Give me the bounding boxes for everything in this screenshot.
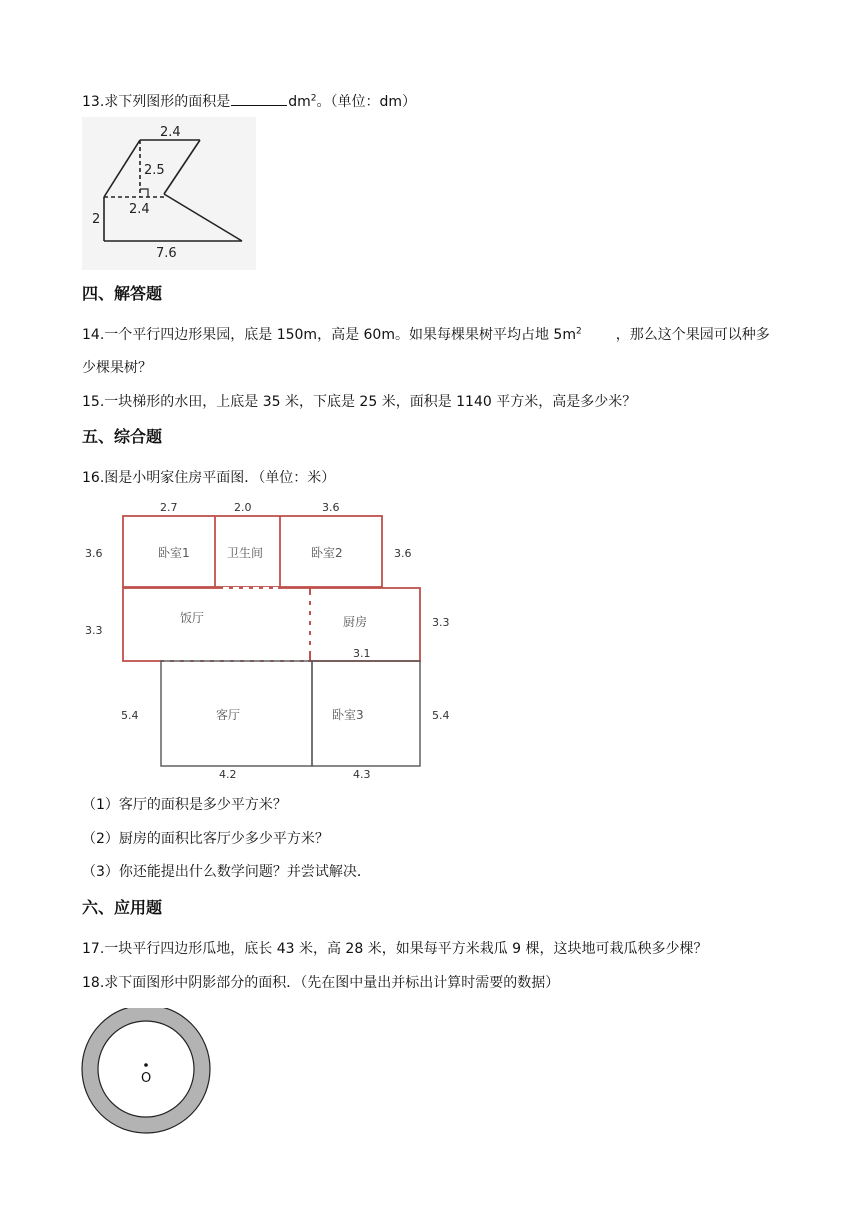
q14-text-a: 14.一个平行四边形果园，底是 150m，高是 60m。如果每棵果树平均占地 5m: [82, 327, 576, 343]
q13-label-top: 2.4: [160, 125, 181, 140]
question-17: 17.一块平行四边形瓜地，底长 43 米，高 28 米，如果每平方米栽瓜 9 棵，这块地可栽瓜秧多少棵？: [82, 941, 708, 957]
question-13: [82, 91, 416, 111]
room-dining: 饭厅: [180, 611, 205, 625]
q13-label-left: 2: [92, 212, 101, 227]
dim-bottom-1: 4.2: [219, 768, 237, 781]
floor-plan: [82, 495, 462, 785]
q13-label-bottom: 7.6: [156, 246, 177, 261]
dim-left-2: 3.3: [85, 624, 103, 637]
q13-prefix: 13.求下列图形的面积是: [82, 94, 231, 110]
answer-blank[interactable]: [231, 105, 287, 106]
room-bedroom-3: 卧室3: [332, 708, 364, 722]
dim-left-1: 3.6: [85, 547, 103, 560]
dim-right-1: 3.6: [394, 547, 412, 560]
q13-unit: dm: [288, 94, 311, 110]
section-6-heading: 六、应用题: [82, 898, 163, 917]
question-16-sub-3: （3）你还能提出什么数学问题？并尝试解决．: [82, 864, 371, 880]
section-5-heading: 五、综合题: [82, 427, 163, 446]
question-16-sub-2: （2）厨房的面积比客厅少多少平方米？: [82, 831, 329, 847]
dim-left-3: 5.4: [121, 709, 139, 722]
dim-bottom-2: 4.3: [353, 768, 371, 781]
q13-label-height: 2.5: [144, 163, 165, 178]
dim-kitchen-width: 3.1: [353, 647, 371, 660]
dim-right-3: 5.4: [432, 709, 450, 722]
room-kitchen: 厨房: [343, 615, 368, 629]
ring-figure: [78, 1008, 216, 1134]
dim-top-2: 2.0: [234, 501, 252, 514]
question-14-line-1: [82, 324, 770, 344]
section-4-heading: 四、解答题: [82, 284, 163, 303]
q13-figure: [82, 117, 256, 270]
question-15: 15.一块梯形的水田，上底是 35 米，下底是 25 米，面积是 1140 平方米，高是多少米？: [82, 394, 637, 410]
room-bathroom: 卫生间: [227, 546, 264, 560]
q13-suffix: 。（单位：dm）: [316, 94, 417, 110]
room-living: 客厅: [216, 708, 241, 722]
room-bedroom-2: 卧室2: [311, 546, 343, 560]
dim-top-3: 3.6: [322, 501, 340, 514]
dim-top-1: 2.7: [160, 501, 178, 514]
question-18: 18.求下面图形中阴影部分的面积．（先在图中量出并标出计算时需要的数据）: [82, 975, 560, 991]
q14-text-b: ，那么这个果园可以种多: [615, 327, 770, 343]
q14-sup: 2: [575, 326, 582, 337]
center-dot: [144, 1063, 148, 1067]
question-16-sub-1: （1）客厅的面积是多少平方米？: [82, 797, 287, 813]
dim-right-2: 3.3: [432, 616, 450, 629]
q13-label-middle: 2.4: [129, 202, 150, 217]
q13-sup: 2: [310, 93, 317, 104]
question-16: 16.图是小明家住房平面图．（单位：米）: [82, 470, 336, 486]
room-bedroom-1: 卧室1: [158, 546, 190, 560]
center-label: O: [141, 1071, 152, 1086]
question-14-line-2: 少棵果树？: [82, 360, 152, 376]
